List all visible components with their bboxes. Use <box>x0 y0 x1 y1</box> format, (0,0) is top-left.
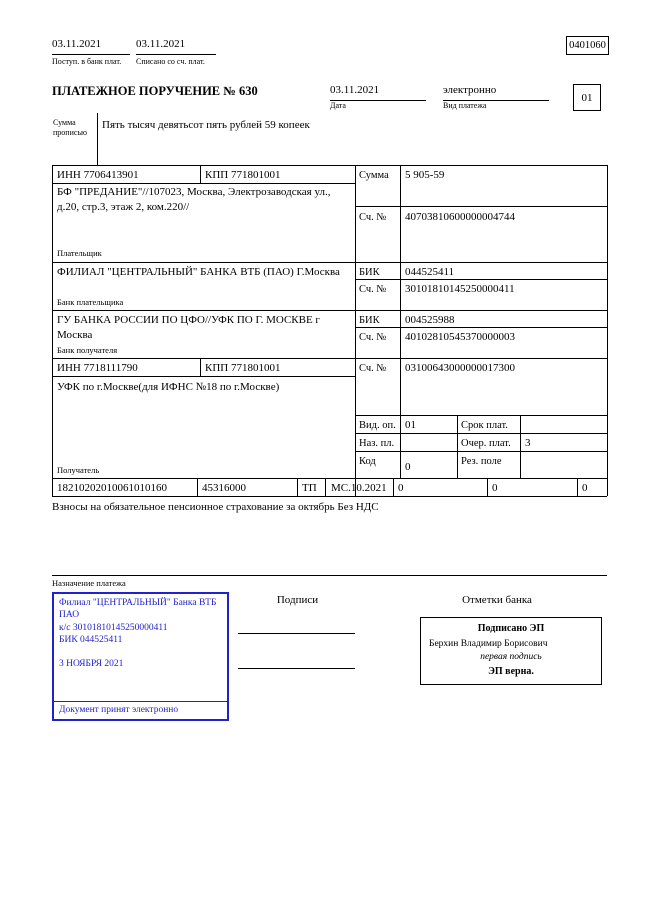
stamp-date: 3 НОЯБРЯ 2021 <box>59 659 124 670</box>
grid-hline <box>355 433 607 434</box>
grid-vline <box>325 478 326 496</box>
operation-type-label: Вид. оп. <box>359 420 396 431</box>
grid-hline <box>52 376 355 377</box>
signature-line <box>238 668 355 669</box>
grid-hline <box>52 358 607 359</box>
stamp-corr-account: к/с 30101810145250000411 <box>59 622 168 633</box>
payer-bank-section-label: Банк плательщика <box>57 297 124 307</box>
payment-purpose-text: Взносы на обязательное пенсионное страхование за октябрь Без НДС <box>52 501 379 513</box>
stamp-bank-name: Филиал "ЦЕНТРАЛЬНЫЙ" Банка ВТБ ПАО <box>59 598 217 621</box>
payer-inn: ИНН 7706413901 <box>57 169 139 181</box>
grid-vline <box>97 113 98 165</box>
form-code-box: 0401060 <box>566 36 609 55</box>
payment-purpose-label: Назначение платежа <box>52 578 126 588</box>
payee-bank-name: ГУ БАНКА РОССИИ ПО ЦФО//УФК ПО Г. МОСКВЕ г Москва <box>57 314 320 341</box>
grid-vline <box>297 478 298 496</box>
amount-words-label: Сумма прописью <box>53 118 88 137</box>
payer-account-value: 40703810600000004744 <box>405 211 515 223</box>
status-code-box: 01 <box>573 84 601 111</box>
payee-kpp: КПП 771801001 <box>205 362 281 374</box>
grid-vline <box>200 165 201 183</box>
grid-hline <box>52 496 607 497</box>
esign-verdict: ЭП верна. <box>488 665 534 677</box>
payee-account-label: Сч. № <box>359 363 387 374</box>
grid-hline <box>52 478 607 479</box>
grid-vline <box>52 165 53 496</box>
payee-bank-account-label: Сч. № <box>359 332 387 343</box>
grid-vline <box>200 358 201 376</box>
payee-bank-bik-value: 004525988 <box>405 314 455 326</box>
esign-signer-role: первая подпись <box>480 652 542 663</box>
grid-vline <box>577 478 578 496</box>
esign-title: Подписано ЭП <box>477 623 545 634</box>
payer-bank-account-value: 30101810145250000411 <box>405 283 515 295</box>
grid-hline <box>52 310 607 311</box>
payer-account-label: Сч. № <box>359 212 387 223</box>
grid-hline <box>355 415 607 416</box>
code-value: 0 <box>405 461 411 473</box>
tax-basis-value: ТП <box>302 482 317 494</box>
grid-hline <box>52 262 607 263</box>
payee-inn: ИНН 7718111790 <box>57 362 138 374</box>
tax-doc-number: 0 <box>398 482 404 494</box>
payee-bank-section-label: Банк получателя <box>57 345 118 355</box>
reserve-field-label: Рез. поле <box>461 456 502 467</box>
payee-account-value: 03100643000000017300 <box>405 362 515 374</box>
payee-bank-bik-label: БИК <box>359 315 380 326</box>
kbk-value: 18210202010061010160 <box>57 482 167 494</box>
grid-hline <box>52 183 355 184</box>
grid-hline <box>355 279 607 280</box>
payer-name: БФ "ПРЕДАНИЕ"//107023, Москва, Электрозаводская ул., д.20, стр.3, этаж 2, ком.220// <box>57 186 331 213</box>
payer-bank-bik-label: БИК <box>359 267 380 278</box>
grid-hline <box>355 206 607 207</box>
operation-type-value: 01 <box>405 419 416 431</box>
page-title: ПЛАТЕЖНОЕ ПОРУЧЕНИЕ № 630 <box>52 84 258 98</box>
bank-marks-header: Отметки банка <box>462 594 532 606</box>
grid-hline <box>52 165 607 166</box>
grid-vline <box>487 478 488 496</box>
payee-bank-account-value: 40102810545370000003 <box>405 331 515 343</box>
payment-purpose-code-label: Наз. пл. <box>359 438 395 449</box>
grid-hline <box>355 327 607 328</box>
grid-vline <box>393 478 394 496</box>
sum-value: 5 905-59 <box>405 169 445 181</box>
payer-bank-account-label: Сч. № <box>359 284 387 295</box>
grid-vline <box>355 165 356 496</box>
signatures-header: Подписи <box>276 594 319 606</box>
bank-stamp <box>52 592 229 721</box>
esign-signer-name: Берхин Владимир Борисович <box>429 639 548 649</box>
tax-doc-date: 0 <box>492 482 498 494</box>
grid-vline <box>520 415 521 478</box>
sum-label: Сумма <box>359 170 389 181</box>
oktmo-value: 45316000 <box>202 482 246 494</box>
payment-term-label: Срок плат. <box>461 420 508 431</box>
debited-from-account-date: 03.11.2021 <box>136 37 216 55</box>
payment-kind-label: Вид платежа <box>443 101 487 110</box>
document-date: 03.11.2021 <box>330 83 426 101</box>
stamp-bik: БИК 044525411 <box>59 635 123 646</box>
payee-name: УФК по г.Москве(для ИФНС №18 по г.Москве) <box>57 381 280 393</box>
grid-hline <box>52 575 607 576</box>
received-in-bank-label: Поступ. в банк плат. <box>52 57 122 66</box>
grid-vline <box>197 478 198 496</box>
payment-kind: электронно <box>443 83 549 101</box>
grid-vline <box>607 165 608 496</box>
tax-type-value: 0 <box>582 482 588 494</box>
grid-hline <box>355 451 607 452</box>
stamp-accepted-note: Документ принят электронно <box>54 701 227 719</box>
tax-period-value: МС.10.2021 <box>331 482 387 494</box>
payer-section-label: Плательщик <box>57 248 102 258</box>
payment-order-priority-label: Очер. плат. <box>461 438 511 449</box>
payer-kpp: КПП 771801001 <box>205 169 281 181</box>
amount-words-value: Пять тысяч девятьсот пять рублей 59 копеек <box>102 119 310 131</box>
payer-bank-bik-value: 044525411 <box>405 266 455 278</box>
code-label: Код <box>359 456 376 467</box>
received-in-bank-date: 03.11.2021 <box>52 37 130 55</box>
signature-line <box>238 633 355 634</box>
payment-order-priority-value: 3 <box>525 437 531 449</box>
debited-from-account-label: Списано со сч. плат. <box>136 57 205 66</box>
payee-section-label: Получатель <box>57 465 100 475</box>
payer-bank-name: ФИЛИАЛ "ЦЕНТРАЛЬНЫЙ" БАНКА ВТБ (ПАО) Г.Москва <box>57 266 340 278</box>
grid-vline <box>400 165 401 478</box>
esign-box <box>420 617 602 685</box>
date-label: Дата <box>330 101 346 110</box>
grid-vline <box>457 415 458 478</box>
